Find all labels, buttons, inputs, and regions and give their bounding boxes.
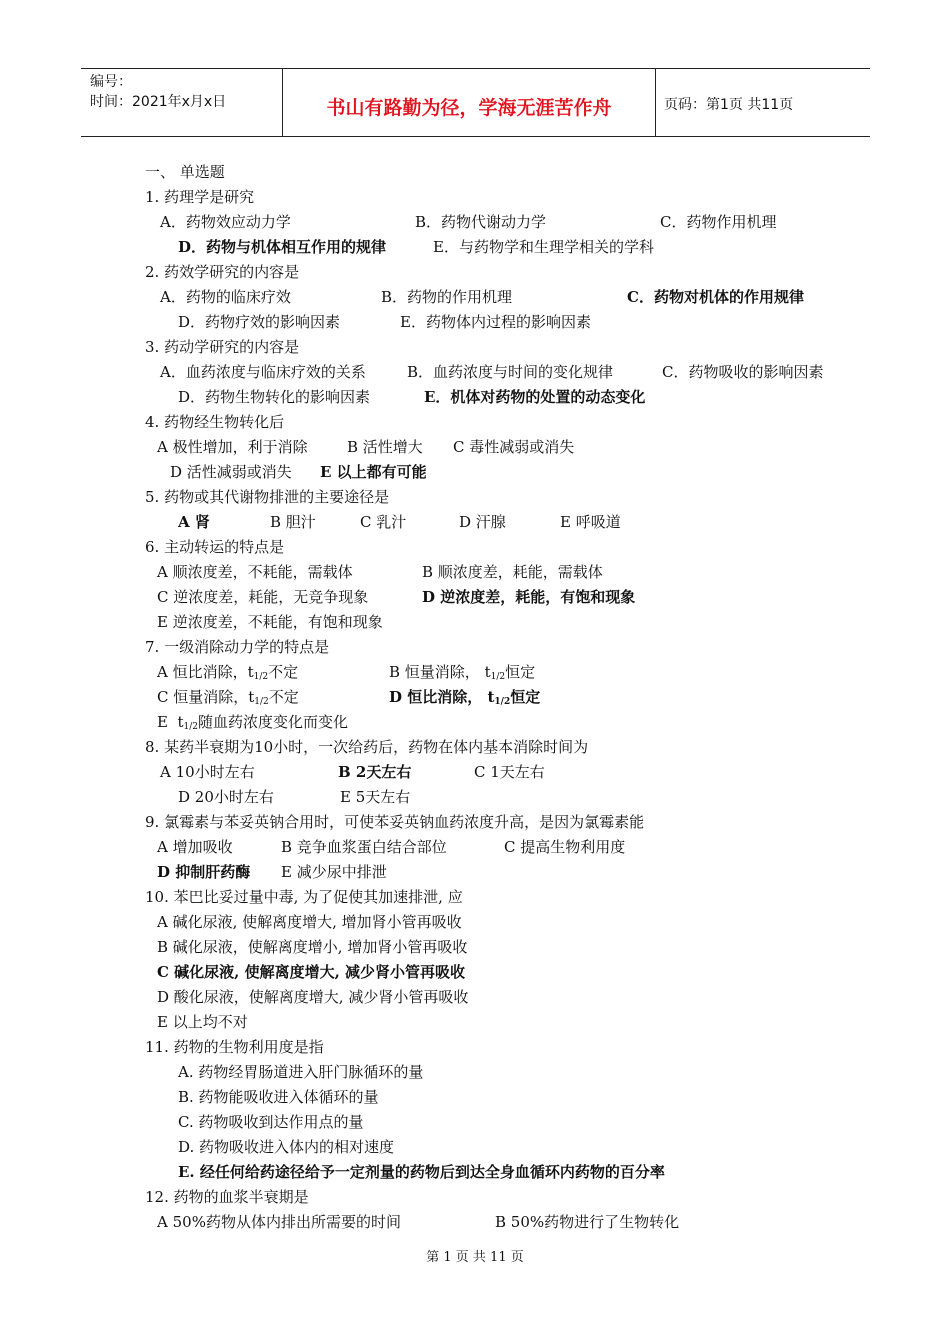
option: E．与药物学和生理学相关的学科 [433,238,654,256]
option: C 提高生物利用度 [504,838,626,856]
option: D. 药物吸收进入体内的相对速度 [178,1138,395,1156]
correct-option: A 肾 [178,513,210,531]
section-title: 一、 单选题 [145,163,225,181]
correct-option: D 逆浓度差，耗能，有饱和现象 [422,588,636,606]
option: E．药物体内过程的影响因素 [400,313,591,331]
option: A 增加吸收 [157,838,233,856]
option: B 碱化尿液，使解离度增小, 增加肾小管再吸收 [157,938,468,956]
option: D 汗腺 [459,513,506,531]
header-divider [655,69,656,136]
option: A 50%药物从体内排出所需要的时间 [157,1213,401,1231]
option: A 10小时左右 [160,763,255,781]
header-page-code: 页码：第1页 共11页 [664,97,794,113]
correct-option: E. 经任何给药途径给予一定剂量的药物后到达全身血循环内药物的百分率 [178,1163,665,1181]
option: A. 药物经胃肠道进入肝门脉循环的量 [178,1063,424,1081]
question-stem: 5. 药物或其代谢物排泄的主要途径是 [145,488,390,506]
question-stem: 2. 药效学研究的内容是 [145,263,300,281]
option: B．药物代谢动力学 [415,213,547,231]
option: E 呼吸道 [560,513,621,531]
option: A 恒比消除，$t_{1/2}$不定 [157,663,299,682]
option: E 以上均不对 [157,1013,248,1031]
half-life-symbol: $t_{1/2}$ [248,688,269,707]
correct-option: C．药物对机体的作用规律 [627,288,804,306]
question-stem: 1. 药理学是研究 [145,188,255,206]
option: B 竞争血浆蛋白结合部位 [281,838,447,856]
header-top-rule [81,68,870,69]
option: C 逆浓度差，耗能，无竞争现象 [157,588,369,606]
option: C．药物吸收的影响因素 [662,363,824,381]
option: C. 药物吸收到达作用点的量 [178,1113,364,1131]
option: B 50%药物进行了生物转化 [495,1213,680,1231]
number-label: 编号： [90,74,132,90]
option: B 活性增大 [347,438,423,456]
option: A 碱化尿液, 使解离度增大, 增加肾小管再吸收 [157,913,462,931]
page-footer: 第 1 页 共 11 页 [426,1250,524,1265]
option: A．药物效应动力学 [160,213,291,231]
half-life-symbol: $t_{1/2}$ [177,713,199,732]
option: E $t_{1/2}$随血药浓度变化而变化 [157,713,349,732]
option: D．药物生物转化的影响因素 [178,388,371,406]
option: C 乳汁 [360,513,407,531]
option: A 顺浓度差，不耗能，需载体 [157,563,353,581]
option: A．药物的临床疗效 [160,288,291,306]
option: B 恒量消除， $t_{1/2}$恒定 [389,663,536,682]
question-stem: 12. 药物的血浆半衰期是 [145,1188,309,1206]
half-life-symbol: $t_{1/2}$ [247,663,269,682]
correct-option: C 碱化尿液, 使解离度增大, 减少肾小管再吸收 [157,963,466,981]
question-stem: 10. 苯巴比妥过量中毒, 为了促使其加速排泄, 应 [145,888,463,906]
option: A 极性增加，利于消除 [157,438,308,456]
option: B．血药浓度与时间的变化规律 [407,363,614,381]
option: C．药物作用机理 [660,213,777,231]
correct-option: D 恒比消除， $t_{1/2}$恒定 [389,688,541,707]
option: D．药物疗效的影响因素 [178,313,341,331]
option: A．血药浓度与临床疗效的关系 [160,363,366,381]
question-stem: 11. 药物的生物利用度是指 [145,1038,324,1056]
correct-option: D 抑制肝药酶 [157,863,251,881]
time-label: 时间：2021年x月x日 [90,94,227,110]
option: B 顺浓度差，耗能，需载体 [422,563,603,581]
question-stem: 6. 主动转运的特点是 [145,538,285,556]
option: E 5天左右 [340,788,411,806]
header-motto: 书山有路勤为径，学海无涯苦作舟 [326,97,612,119]
option: B．药物的作用机理 [381,288,513,306]
option: C 恒量消除，$t_{1/2}$不定 [157,688,299,707]
correct-option: D．药物与机体相互作用的规律 [178,238,387,256]
option: D 20小时左右 [178,788,274,806]
option: E 减少尿中排泄 [281,863,387,881]
half-life-symbol: $t_{1/2}$ [484,663,506,682]
question-stem: 8. 某药半衰期为10小时，一次给药后，药物在体内基本消除时间为 [145,738,589,756]
option: D 活性减弱或消失 [170,463,292,481]
question-stem: 7. 一级消除动力学的特点是 [145,638,330,656]
question-stem: 9. 氯霉素与苯妥英钠合用时，可使苯妥英钠血药浓度升高，是因为氯霉素能 [145,813,645,831]
option: C 1天左右 [474,763,545,781]
header-meta [90,72,226,112]
question-stem: 3. 药动学研究的内容是 [145,338,300,356]
header-bottom-rule [81,136,870,137]
correct-option: B 2天左右 [338,763,412,781]
option: C 毒性减弱或消失 [453,438,575,456]
half-life-symbol: $t_{1/2}$ [487,688,511,707]
option: E 逆浓度差，不耗能，有饱和现象 [157,613,383,631]
question-stem: 4. 药物经生物转化后 [145,413,285,431]
option: B 胆汁 [270,513,316,531]
correct-option: E 以上都有可能 [320,463,427,481]
option: B. 药物能吸收进入体循环的量 [178,1088,379,1106]
correct-option: E．机体对药物的处置的动态变化 [424,388,646,406]
option: D 酸化尿液，使解离度增大, 减少肾小管再吸收 [157,988,469,1006]
